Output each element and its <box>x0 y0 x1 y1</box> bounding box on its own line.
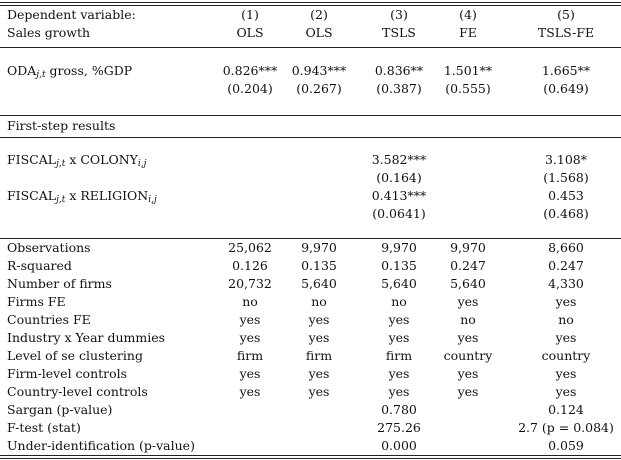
stats-row <box>0 311 621 329</box>
stats-cell: yes <box>239 330 261 345</box>
stats-cell: yes <box>457 366 479 381</box>
se-cell: (0.0641) <box>372 206 426 221</box>
religion-label: $FISCAL_{j,t}$ x $RELIGION_{i,j}$ <box>7 188 157 205</box>
stats-cell: yes <box>555 294 577 309</box>
col-method: OLS <box>236 25 264 40</box>
stats-cell: country <box>541 348 591 363</box>
coef-cell: 0.943*** <box>291 63 347 78</box>
stats-cell: yes <box>457 294 479 309</box>
colony-label: $FISCAL_{j,t}$ x $COLONY_{i,j}$ <box>7 152 147 169</box>
coef-cell: 0.836** <box>374 63 424 78</box>
dep-var-label: Dependent variable: <box>7 7 136 22</box>
colony-se-row <box>0 169 621 187</box>
col-method: TSLS <box>382 25 416 40</box>
stats-cell: no <box>391 294 407 309</box>
stats-cell: firm <box>236 348 264 363</box>
stats-label: Sargan (p-value) <box>7 402 113 417</box>
stats-label: Firms FE <box>7 294 66 309</box>
stats-label: Observations <box>7 240 91 255</box>
se-cell: (0.468) <box>543 206 589 221</box>
se-cell: (0.164) <box>376 170 422 185</box>
bottom-rule-1 <box>0 455 621 456</box>
stats-cell: yes <box>239 384 261 399</box>
stats-row <box>0 401 621 419</box>
stats-cell: 0.135 <box>381 258 417 273</box>
coef-cell: 3.108* <box>544 152 588 167</box>
stats-cell: yes <box>308 330 330 345</box>
top-rule-1 <box>0 2 621 3</box>
stats-cell: yes <box>308 384 330 399</box>
stats-cell: firm <box>385 348 413 363</box>
dep-var-name: Sales growth <box>7 25 91 40</box>
stats-label: Countries FE <box>7 312 91 327</box>
stats-cell: 0.000 <box>381 438 417 453</box>
stats-row <box>0 437 621 455</box>
coef-cell: 0.453 <box>548 188 584 203</box>
stats-cell: 4,330 <box>548 276 584 291</box>
stats-cell: no <box>460 312 476 327</box>
stats-cell: 8,660 <box>548 240 584 255</box>
stats-row <box>0 275 621 293</box>
stats-row <box>0 329 621 347</box>
stats-cell: yes <box>457 384 479 399</box>
coef-cell: 0.826*** <box>222 63 278 78</box>
stats-cell: yes <box>388 330 410 345</box>
stats-label: Firm-level controls <box>7 366 128 381</box>
first-step-title-row <box>0 117 621 135</box>
first-step-title: First-step results <box>7 118 116 133</box>
col-method: FE <box>459 25 477 40</box>
stats-cell: firm <box>305 348 333 363</box>
colony-coef-row <box>0 151 621 169</box>
stats-cell: yes <box>308 312 330 327</box>
stats-cell: yes <box>388 366 410 381</box>
se-cell: (0.649) <box>543 81 589 96</box>
bottom-rule-2 <box>0 458 621 459</box>
stats-cell: 275.26 <box>377 420 421 435</box>
stats-label: F-test (stat) <box>7 420 81 435</box>
stats-cell: yes <box>457 330 479 345</box>
stats-row <box>0 365 621 383</box>
stats-cell: 0.135 <box>301 258 337 273</box>
stats-cell: yes <box>555 330 577 345</box>
stats-cell: 0.126 <box>232 258 268 273</box>
stats-row <box>0 239 621 257</box>
stats-cell: no <box>558 312 574 327</box>
stats-label: R-squared <box>7 258 72 273</box>
stats-cell: 5,640 <box>381 276 417 291</box>
stats-row <box>0 419 621 437</box>
stats-label: Under-identification (p-value) <box>7 438 195 453</box>
first-step-rule-bottom <box>0 137 621 138</box>
stats-cell: 0.247 <box>450 258 486 273</box>
stats-cell: no <box>242 294 258 309</box>
stats-cell: 0.780 <box>381 402 417 417</box>
stats-cell: 0.059 <box>548 438 584 453</box>
stats-label: Country-level controls <box>7 384 148 399</box>
coef-cell: 1.665** <box>541 63 591 78</box>
coef-cell: 0.413*** <box>371 188 427 203</box>
stats-row <box>0 347 621 365</box>
oda-se-row <box>0 80 621 98</box>
stats-cell: 0.247 <box>548 258 584 273</box>
col-number: (5) <box>557 7 575 22</box>
stats-cell: country <box>443 348 493 363</box>
stats-cell: yes <box>555 384 577 399</box>
coef-cell: 1.501** <box>443 63 493 78</box>
coef-cell: 3.582*** <box>371 152 427 167</box>
stats-label: Number of firms <box>7 276 112 291</box>
stats-cell: 9,970 <box>450 240 486 255</box>
stats-cell: 9,970 <box>301 240 337 255</box>
stats-cell: 9,970 <box>381 240 417 255</box>
se-cell: (0.387) <box>376 81 422 96</box>
col-number: (4) <box>459 7 477 22</box>
religion-coef-row <box>0 187 621 205</box>
stats-cell: yes <box>388 312 410 327</box>
header-rule <box>0 47 621 48</box>
stats-cell: 25,062 <box>228 240 272 255</box>
col-number: (3) <box>390 7 408 22</box>
stats-cell: 20,732 <box>228 276 272 291</box>
stats-cell: 5,640 <box>301 276 337 291</box>
header-row-numbers <box>0 6 621 24</box>
stats-cell: yes <box>239 312 261 327</box>
stats-cell: yes <box>308 366 330 381</box>
se-cell: (1.568) <box>543 170 589 185</box>
stats-cell: yes <box>388 384 410 399</box>
oda-coef-row <box>0 62 621 80</box>
stats-row <box>0 257 621 275</box>
oda-label: $ODA_{j,t}$ gross, %GDP <box>7 63 133 80</box>
stats-cell: 2.7 (p = 0.084) <box>518 420 614 435</box>
col-number: (1) <box>241 7 259 22</box>
stats-cell: 5,640 <box>450 276 486 291</box>
first-step-rule-top <box>0 115 621 116</box>
se-cell: (0.204) <box>227 81 273 96</box>
stats-cell: yes <box>239 366 261 381</box>
stats-label: Industry x Year dummies <box>7 330 166 345</box>
col-method: TSLS-FE <box>537 25 595 40</box>
stats-cell: 0.124 <box>548 402 584 417</box>
religion-se-row <box>0 205 621 223</box>
header-row-methods <box>0 24 621 42</box>
stats-label: Level of se clustering <box>7 348 143 363</box>
stats-row <box>0 383 621 401</box>
stats-cell: yes <box>555 366 577 381</box>
stats-cell: no <box>311 294 327 309</box>
se-cell: (0.555) <box>445 81 491 96</box>
stats-row <box>0 293 621 311</box>
col-method: OLS <box>305 25 333 40</box>
se-cell: (0.267) <box>296 81 342 96</box>
col-number: (2) <box>310 7 328 22</box>
